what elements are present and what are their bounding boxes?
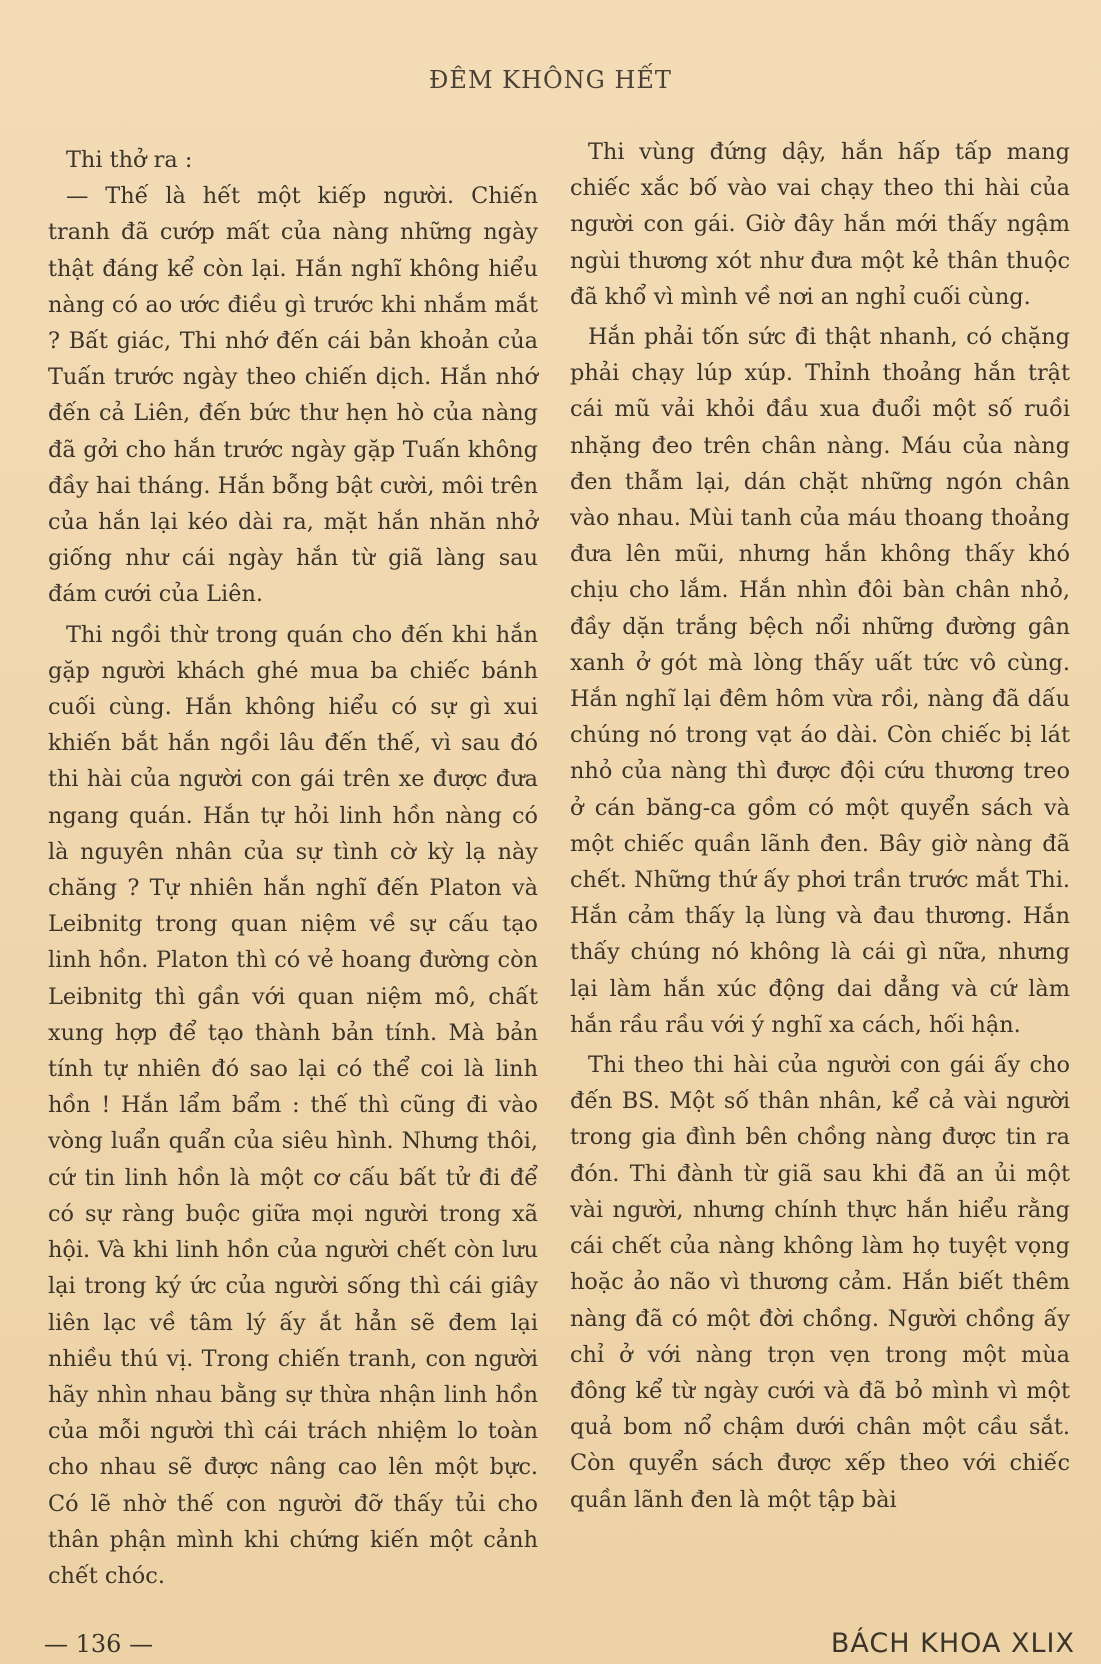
left-text-column [48,142,538,1594]
paragraph: Thi thở ra : [66,147,193,173]
page-number: — 136 — [44,1630,154,1658]
paragraph: Thi vùng đứng dậy, hắn hấp tấp mang chiếc xắc bố vào vai chạy theo thi hài của người con gái. Giờ đây hắn mới thấy ngậm ngùi thương xót như đưa một kẻ thân thuộc đã khổ vì mình về nơi an nghỉ cuối cùng. [570,139,1070,310]
paragraph: — Thế là hết một kiếp người. Chiến tranh đã cướp mất của nàng những ngày thật đáng kể còn lại. Hắn nghĩ không hiểu nàng có ao ước điều gì trước khi nhắm mắt ? Bất giác, Thi nhớ đến cái bản khoản của Tuấn trước ngày theo chiến dịch. Hắn nhớ đến cả Liên, đến bức thư hẹn hò của nàng đã gởi cho hắn trước ngày gặp Tuấn không đầy hai tháng. Hắn bỗng bật cười, môi trên của hắn lại kéo dài ra, mặt hắn nhăn nhở giống như cái ngày hắn từ giã làng sau đám cưới của Liên. [48,183,538,608]
right-text-column [570,134,1070,1518]
magazine-footer: BÁCH KHOA XLIX [830,1628,1075,1659]
running-head: ĐÊM KHÔNG HẾT [429,66,672,94]
paragraph: Thi theo thi hài của người con gái ấy cho đến BS. Một số thân nhân, kể cả vài người trong gia đình bên chồng nàng được tin ra đón. Thi đành từ giã sau khi đã an ủi một vài người, nhưng chính thực hắn hiểu rằng cái chết của nàng không làm họ tuyệt vọng hoặc ảo não vì thương cảm. Hắn biết thêm nàng đã có một đời chồng. Người chồng ấy chỉ ở với nàng trọn vẹn trong một mùa đông kể từ ngày cưới và đã bỏ mình vì một quả bom nổ chậm dưới chân một cầu sắt. Còn quyển sách được xếp theo với chiếc quần lãnh đen là một tập bài [570,1052,1070,1513]
paragraph: Hắn phải tốn sức đi thật nhanh, có chặng phải chạy lúp xúp. Thỉnh thoảng hắn trật cái mũ vải khỏi đầu xua đuổi một số ruồi nhặng đeo trên chân nàng. Máu của nàng đen thẫm lại, dán chặt những ngón chân vào nhau. Mùi tanh của máu thoang thoảng đưa lên mũi, nhưng hắn không thấy khó chịu cho lắm. Hắn nhìn đôi bàn chân nhỏ, đầy dặn trắng bệch nổi những đường gân xanh ở gót mà lòng thấy uất tức vô cùng. Hắn nghĩ lại đêm hôm vừa rồi, nàng đã dấu chúng nó trong vạt áo dài. Còn chiếc bị lát nhỏ của nàng thì được đội cứu thương treo ở cán băng-ca gồm có một quyển sách và một chiếc quần lãnh đen. Bây giờ nàng đã chết. Những thứ ấy phơi trần trước mắt Thi. Hắn cảm thấy lạ lùng và đau thương. Hắn thấy chúng nó không là cái gì nữa, nhưng lại làm hắn xúc động dai dẳng và cứ làm hắn rầu rầu với ý nghĩ xa cách, hối hận. [570,324,1070,1038]
paragraph: Thi ngồi thừ trong quán cho đến khi hắn gặp người khách ghé mua ba chiếc bánh cuối cùng. Hắn không hiểu có sự gì xui khiến bắt hắn ngồi lâu đến thế, vì sau đó thi hài của người con gái trên xe được đưa ngang quán. Hắn tự hỏi linh hồn nàng có là nguyên nhân của sự tình cờ kỳ lạ này chăng ? Tự nhiên hắn nghĩ đến Platon và Leibnitg trong quan niệm về sự cấu tạo linh hồn. Platon thì có vẻ hoang đường còn Leibnitg thì gần với quan niệm mô, chất xung hợp để tạo thành bản tính. Mà bản tính tự nhiên đó sao lại có thể coi là linh hồn ! Hắn lẩm bẩm : thế thì cũng đi vào vòng luẩn quẩn của siêu hình. Nhưng thôi, cứ tin linh hồn là một cơ cấu bất tử đi để có sự ràng buộc giữa mọi người trong xã hội. Và khi linh hồn của người chết còn lưu lại trong ký ức của người sống thì cái giây liên lạc về tâm lý ấy ắt hẳn sẽ đem lại nhiều thú vị. Trong chiến tranh, con người hãy nhìn nhau bằng sự thừa nhận linh hồn của mỗi người thì cái trách nhiệm lo toàn cho nhau sẽ được nâng cao lên một bực. Có lẽ nhờ thế con người đỡ thấy tủi cho thân phận mình khi chứng kiến một cảnh chết chóc. [48,621,538,1589]
